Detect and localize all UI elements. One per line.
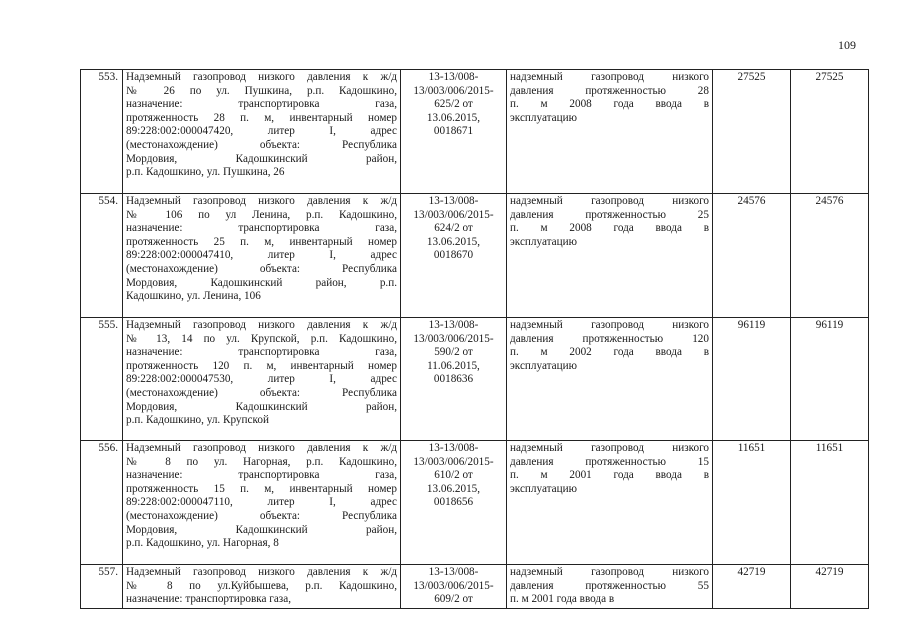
registration-line: 11.06.2015, [427,359,480,372]
registration-number-cell [401,565,507,609]
description-line: № 13, 14 по ул. Крупской, р.п. Кадошкино, [126,332,397,345]
registration-line: 13/003/006/2015- [413,84,494,97]
description-line: Мордовия, Кадошкинский район, [126,152,397,165]
object-characteristics-cell [507,441,713,565]
registration-number-cell [401,441,507,565]
registration-line: 624/2 от [434,222,473,235]
row-number-cell: 553. [81,70,123,194]
characteristics-line: эксплуатацию [510,111,577,124]
book-value-cell: 11651 [713,441,791,565]
registration-line: 13/003/006/2015- [413,579,494,592]
book-value-cell: 27525 [713,70,791,194]
registration-line: 0018671 [433,125,474,138]
row-number-cell: 556. [81,441,123,565]
book-value-cell: 42719 [713,565,791,609]
registration-line: 13-13/008- [428,566,479,578]
object-description-cell [123,318,401,441]
description-line: протяженность 25 п. м, инвентарный номер [126,235,397,248]
description-line: протяженность 28 п. м, инвентарный номер [126,111,397,124]
characteristics-line: эксплуатацию [510,235,577,248]
object-characteristics-cell [507,318,713,441]
description-line: назначение: транспортировка газа, [126,593,291,606]
description-line: назначение: транспортировка газа, [126,346,397,359]
page-number: 109 [838,38,856,52]
description-line: Мордовия, Кадошкинский район, р.п. [126,276,397,289]
description-line: назначение: транспортировка газа, [126,222,397,235]
row-number-cell: 555. [81,318,123,441]
description-line: назначение: транспортировка газа, [126,469,397,482]
registration-line: 0018670 [433,249,474,262]
description-line: 89:228:002:000047420, литер I, адрес [126,125,397,138]
characteristics-line: надземный газопровод низкого [510,71,709,83]
object-description-cell [123,194,401,318]
table-row [81,565,869,609]
object-characteristics-cell [507,70,713,194]
description-line: 89:228:002:000047410, литер I, адрес [126,249,397,262]
description-line: Надземный газопровод низкого давления к ж/д [126,195,397,207]
registration-line: 13.06.2015, [426,482,481,495]
description-line: (местонахождение) объекта: Республика [126,262,397,275]
description-line: Надземный газопровод низкого давления к ж/д [126,566,397,578]
description-line: Надземный газопровод низкого давления к ж/д [126,71,397,83]
table-row [81,70,869,194]
object-description-cell [123,70,401,194]
registration-line: 13/003/006/2015- [413,455,494,468]
registration-number-cell [401,318,507,441]
row-number-cell: 554. [81,194,123,318]
book-value-cell: 96119 [713,318,791,441]
description-line: протяженность 15 п. м, инвентарный номер [126,482,397,495]
characteristics-line: п. м 2008 года ввода в [510,222,709,235]
description-line: р.п. Кадошкино, ул. Крупской [126,414,269,427]
characteristics-line: эксплуатацию [510,359,577,372]
registration-line: 590/2 от [434,346,473,359]
description-line: назначение: транспортировка газа, [126,98,397,111]
registration-line: 13/003/006/2015- [413,332,494,345]
registration-line: 0018656 [433,496,474,509]
registration-line: 13/003/006/2015- [413,208,494,221]
description-line: Надземный газопровод низкого давления к ж/д [126,442,397,454]
description-line: 89:228:002:000047530, литер I, адрес [126,373,397,386]
characteristics-line: эксплуатацию [510,482,577,495]
residual-value-cell: 24576 [791,194,869,318]
row-number-cell: 557. [81,565,123,609]
property-register-table [80,69,869,609]
registration-line: 625/2 от [434,98,473,111]
characteristics-line: давления протяженностью 120 [510,332,709,345]
characteristics-line: п. м 2002 года ввода в [510,346,709,359]
characteristics-line: давления протяженностью 55 [510,579,709,592]
characteristics-line: надземный газопровод низкого [510,442,709,454]
object-description-cell [123,565,401,609]
registration-line: 0018636 [433,373,474,386]
registration-number-cell [401,194,507,318]
description-line: (местонахождение) объекта: Республика [126,138,397,151]
registration-line: 13.06.2015, [426,235,481,248]
table-row [81,441,869,565]
description-line: протяженность 120 п. м, инвентарный номер [126,359,397,372]
registration-line: 13-13/008- [428,442,479,454]
residual-value-cell: 11651 [791,441,869,565]
registration-line: 13-13/008- [428,71,479,83]
description-line: р.п. Кадошкино, ул. Пушкина, 26 [126,166,285,179]
registration-line: 13-13/008- [428,195,479,207]
object-characteristics-cell [507,194,713,318]
description-line: 89:228:002:000047110, литер I, адрес [126,496,397,509]
characteristics-line: давления протяженностью 15 [510,455,709,468]
residual-value-cell: 27525 [791,70,869,194]
residual-value-cell: 96119 [791,318,869,441]
object-characteristics-cell [507,565,713,609]
description-line: Мордовия, Кадошкинский район, [126,523,397,536]
characteristics-line: давления протяженностью 25 [510,208,709,221]
description-line: р.п. Кадошкино, ул. Нагорная, 8 [126,537,279,550]
object-description-cell [123,441,401,565]
characteristics-line: п. м 2001 года ввода в [510,593,615,606]
characteristics-line: давления протяженностью 28 [510,84,709,97]
table-row [81,194,869,318]
characteristics-line: надземный газопровод низкого [510,319,709,331]
description-line: (местонахождение) объекта: Республика [126,386,397,399]
characteristics-line: п. м 2001 года ввода в [510,469,709,482]
table-row [81,318,869,441]
description-line: № 8 по ул. Нагорная, р.п. Кадошкино, [126,455,397,468]
description-line: № 26 по ул. Пушкина, р.п. Кадошкино, [126,84,397,97]
characteristics-line: п. м 2008 года ввода в [510,98,709,111]
residual-value-cell: 42719 [791,565,869,609]
book-value-cell: 24576 [713,194,791,318]
characteristics-line: надземный газопровод низкого [510,195,709,207]
description-line: Мордовия, Кадошкинский район, [126,400,397,413]
registration-line: 609/2 от [434,593,473,606]
description-line: (местонахождение) объекта: Республика [126,509,397,522]
description-line: Кадошкино, ул. Ленина, 106 [126,290,261,303]
description-line: Надземный газопровод низкого давления к ж/д [126,319,397,331]
registration-line: 13-13/008- [428,319,479,331]
description-line: № 106 по ул Ленина, р.п. Кадошкино, [126,208,397,221]
characteristics-line: надземный газопровод низкого [510,566,709,578]
registration-line: 13.06.2015, [426,111,481,124]
description-line: № 8 по ул.Куйбышева, р.п. Кадошкино, [126,579,397,592]
registration-line: 610/2 от [434,469,473,482]
registration-number-cell [401,70,507,194]
